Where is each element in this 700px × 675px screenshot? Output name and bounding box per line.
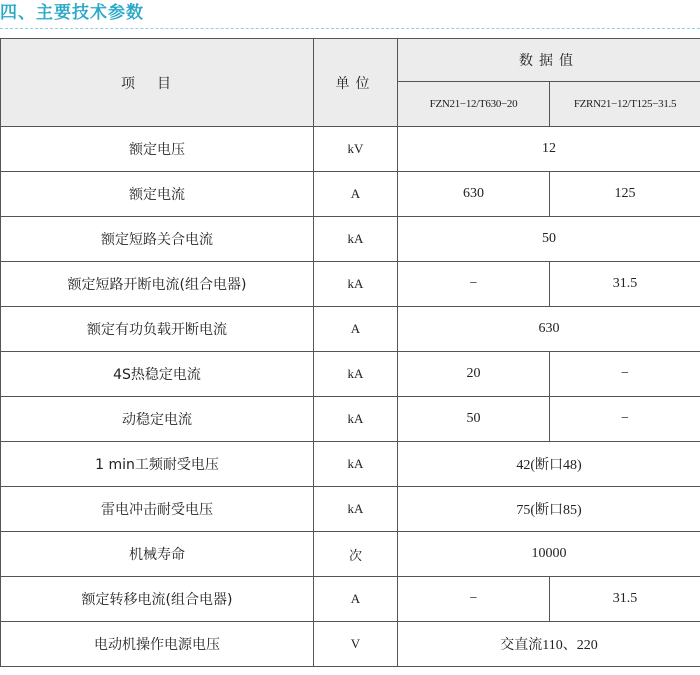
table-row: [1, 262, 700, 307]
row-name: 电动机操作电源电压: [1, 622, 314, 667]
section-heading: 四、主要技术参数: [0, 3, 144, 23]
row-unit: kA: [314, 262, 398, 307]
row-value: 75(断口85): [398, 487, 700, 532]
table-row: [1, 172, 700, 217]
row-value-a: −: [398, 577, 550, 622]
row-unit: kA: [314, 442, 398, 487]
row-unit: 次: [314, 532, 398, 577]
header-item: 项目: [1, 39, 314, 127]
row-unit: A: [314, 307, 398, 352]
spec-table-header: [1, 39, 700, 127]
table-row: [1, 442, 700, 487]
row-value: 12: [398, 127, 700, 172]
row-name: 额定短路关合电流: [1, 217, 314, 262]
table-row: [1, 532, 700, 577]
header-model-b: FZRN21−12/T125−31.5: [550, 82, 700, 127]
row-value-b: −: [550, 352, 700, 397]
row-value-b: 31.5: [550, 262, 700, 307]
row-name: 4S热稳定电流: [1, 352, 314, 397]
table-row: [1, 622, 700, 667]
row-unit: kV: [314, 127, 398, 172]
row-value: 630: [398, 307, 700, 352]
row-unit: kA: [314, 352, 398, 397]
row-value: 10000: [398, 532, 700, 577]
row-value-a: −: [398, 262, 550, 307]
row-name: 额定有功负载开断电流: [1, 307, 314, 352]
row-unit: A: [314, 172, 398, 217]
row-value-b: 31.5: [550, 577, 700, 622]
row-name: 额定电压: [1, 127, 314, 172]
row-value-b: 125: [550, 172, 700, 217]
row-value: 42(断口48): [398, 442, 700, 487]
row-name: 机械寿命: [1, 532, 314, 577]
table-row: [1, 397, 700, 442]
row-unit: V: [314, 622, 398, 667]
spec-table: [0, 38, 700, 667]
row-name: 额定短路开断电流(组合电器): [1, 262, 314, 307]
header-data-value: 数据值: [398, 39, 700, 82]
table-row: [1, 217, 700, 262]
row-name: 雷电冲击耐受电压: [1, 487, 314, 532]
row-value: 50: [398, 217, 700, 262]
row-value: 交直流110、220: [398, 622, 700, 667]
table-row: [1, 352, 700, 397]
spec-table-body: [1, 127, 700, 667]
row-unit: kA: [314, 487, 398, 532]
row-value-a: 630: [398, 172, 550, 217]
row-value-a: 20: [398, 352, 550, 397]
header-model-a: FZN21−12/T630−20: [398, 82, 550, 127]
row-value-a: 50: [398, 397, 550, 442]
table-row: [1, 487, 700, 532]
row-name: 额定转移电流(组合电器): [1, 577, 314, 622]
table-row: [1, 577, 700, 622]
header-unit: 单位: [314, 39, 398, 127]
row-name: 动稳定电流: [1, 397, 314, 442]
row-value-b: −: [550, 397, 700, 442]
row-unit: kA: [314, 397, 398, 442]
table-row: [1, 307, 700, 352]
table-row: [1, 127, 700, 172]
row-name: 额定电流: [1, 172, 314, 217]
row-unit: A: [314, 577, 398, 622]
heading-divider: [0, 28, 700, 29]
row-name: 1 min工频耐受电压: [1, 442, 314, 487]
row-unit: kA: [314, 217, 398, 262]
